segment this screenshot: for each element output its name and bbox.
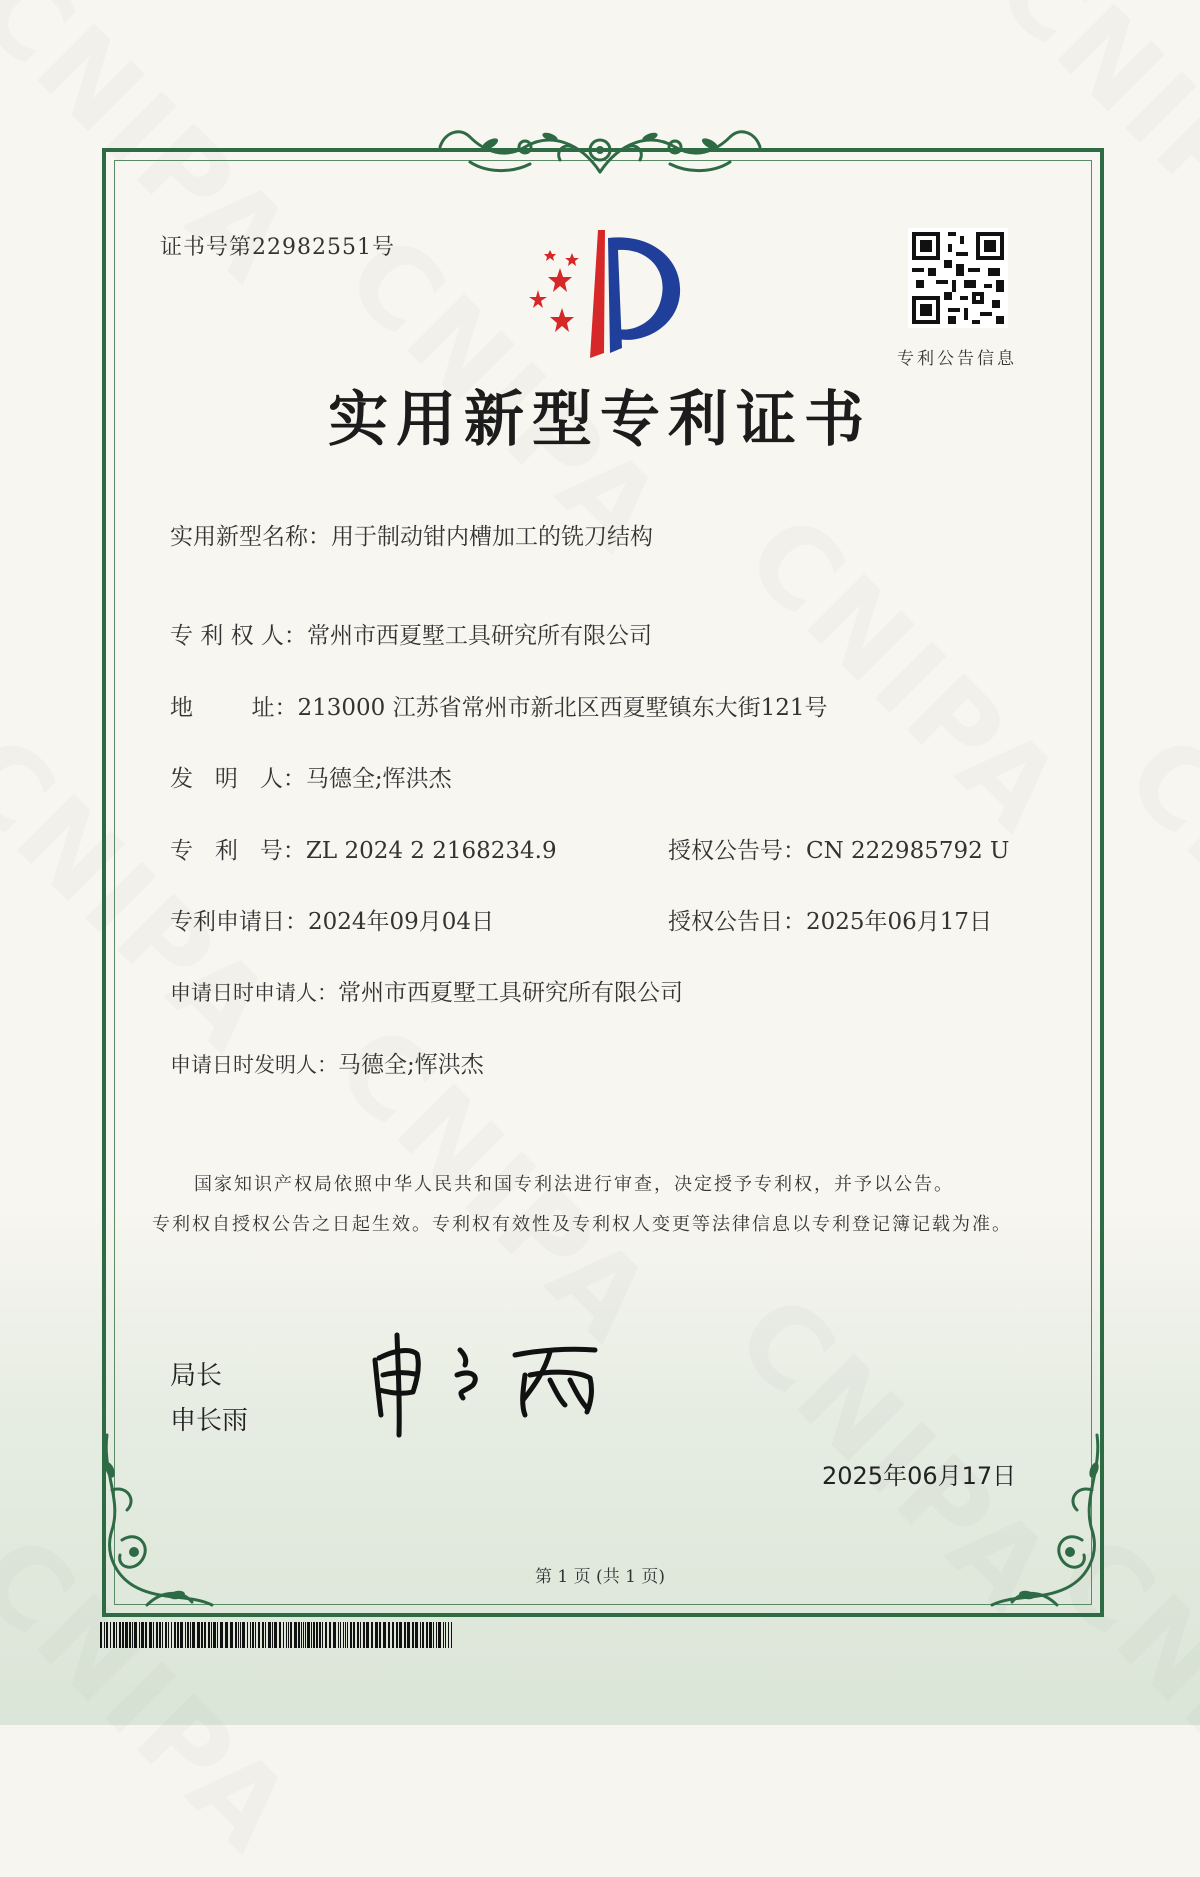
field-value: ZL 2024 2 2168234.9 — [305, 838, 557, 864]
field-label: 专 利 权 人： — [170, 623, 307, 649]
field-label: 专利申请日： — [170, 909, 308, 935]
field-value: 用于制动钳内槽加工的铣刀结构 — [331, 524, 653, 550]
page-number: 第 1 页 (共 1 页) — [535, 1567, 665, 1587]
field-value: 2024年09月04日 — [308, 909, 495, 935]
qr-label: 专利公告信息 — [897, 349, 1017, 369]
field-label: 发 明 人： — [170, 766, 306, 792]
field-label: 申请日时申请人： — [170, 981, 338, 1005]
field-label: 地 址： — [170, 695, 298, 721]
notice-line-2: 专利权自授权公告之日起生效。专利权有效性及专利权人变更等法律信息以专利登记簿记载为准。 — [152, 1214, 1012, 1235]
field-inventor-at-filing — [170, 1046, 484, 1079]
certificate-title: 实用新型专利证书 — [328, 385, 872, 455]
field-inventor — [170, 760, 452, 793]
field-value: 2025年06月17日 — [806, 909, 993, 935]
field-value: 常州市西夏墅工具研究所有限公司 — [338, 980, 683, 1006]
field-value: 213000 江苏省常州市新北区西夏墅镇东大街121号 — [297, 695, 828, 721]
field-name — [170, 518, 653, 551]
field-grant-publication-number — [668, 832, 1009, 865]
issue-date: 2025年06月17日 — [822, 1462, 1017, 1490]
field-label: 专 利 号： — [170, 838, 306, 864]
cnipa-emblem-icon — [510, 228, 700, 368]
field-value: 马德全;恽洪杰 — [338, 1052, 484, 1078]
field-address — [170, 689, 828, 722]
director-title: 局长 — [170, 1361, 223, 1391]
notice-line-1: 国家知识产权局依照中华人民共和国专利法进行审查，决定授予专利权，并予以公告。 — [194, 1174, 954, 1195]
certificate-number: 证书号第22982551号 — [160, 235, 395, 260]
field-filing-date — [170, 903, 494, 936]
corner-ornament-bottom-left-icon — [92, 1430, 222, 1620]
field-patentee — [170, 617, 652, 650]
field-label: 申请日时发明人： — [170, 1053, 338, 1077]
field-applicant-at-filing — [170, 974, 683, 1007]
director-name: 申长雨 — [170, 1406, 249, 1436]
qr-code — [908, 228, 1008, 328]
field-label: 实用新型名称： — [170, 524, 331, 550]
field-patent-number — [170, 832, 557, 865]
field-value: 常州市西夏墅工具研究所有限公司 — [306, 623, 652, 649]
director-signature-icon — [365, 1320, 625, 1440]
field-value: CN 222985792 U — [806, 838, 1010, 864]
field-label: 授权公告日： — [668, 909, 806, 935]
top-ornament-icon — [430, 112, 770, 182]
field-grant-publication-date — [668, 903, 992, 936]
field-value: 马德全;恽洪杰 — [305, 766, 452, 792]
barcode — [100, 1622, 455, 1648]
field-label: 授权公告号： — [668, 838, 806, 864]
